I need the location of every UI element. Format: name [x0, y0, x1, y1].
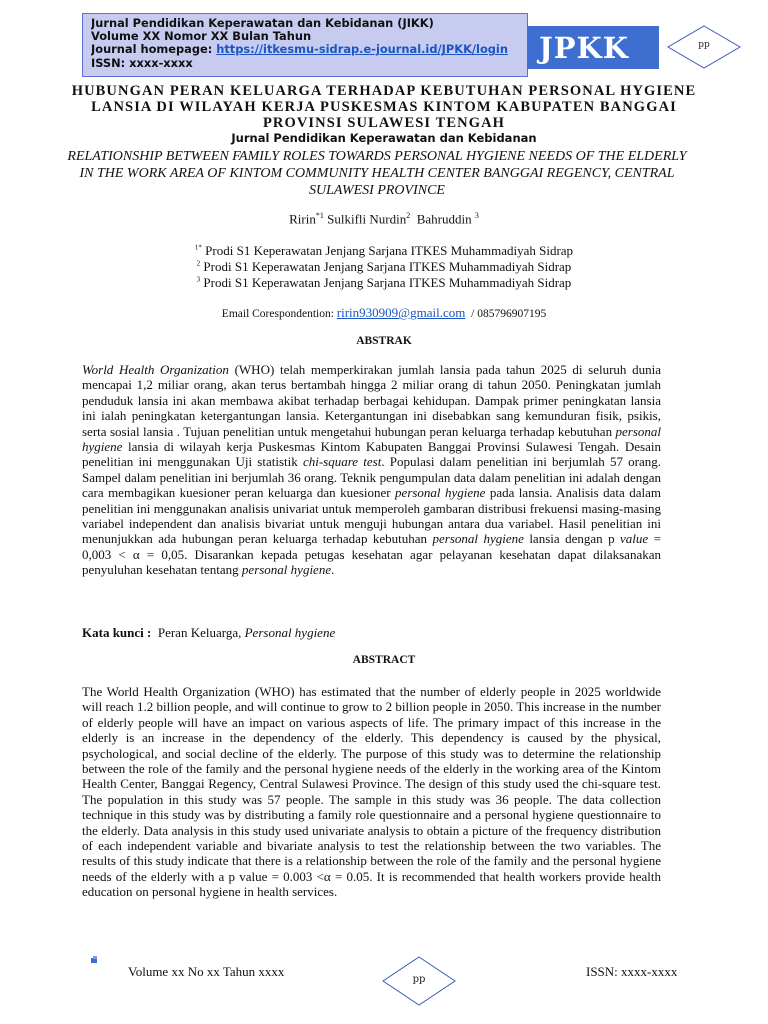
abstrak-text: value [620, 531, 649, 547]
abstrak-text: pada lansia. Analisis data dalam penelitian ini menggunakan analisis univariat untuk memperoleh gambaran distribusi frekuensi masing-masing variabel independent dan analisis bivariat untuk menguji hubungan antara dua variabel. Hasil penelitian ini menunjukkan ada hubungan peran keluarga terhadap kebutuhan [82, 485, 661, 547]
abstrak-text: personal hygiene [241, 562, 332, 578]
keywords-italic: Personal hygiene [244, 625, 336, 640]
abstrak-heading: ABSTRAK [356, 335, 412, 347]
email-link[interactable]: ririn930909@gmail.com [336, 305, 466, 320]
phone-number: / 085796907195 [471, 308, 547, 320]
abstrak-paragraph [82, 362, 661, 578]
corner-badge-text: pp [698, 40, 710, 50]
keywords-label: Kata kunci : [82, 625, 152, 640]
keywords-line [82, 625, 335, 641]
journal-info-box [82, 13, 528, 77]
abstrak-text: . [331, 562, 335, 578]
abstrak-text: = 0,003 < α = 0,05. Disarankan kepada petugas kesehatan agar pelayanan kesehatan dapat dilaksanakan penyuluhan kesehatan tentang [82, 531, 661, 578]
abstrak-text: chi-square test [302, 454, 382, 470]
affiliation-text: Prodi S1 Keperawatan Jenjang Sarjana ITKES Muhammadiyah Sidrap [203, 275, 572, 290]
affiliation-sup: 1* [194, 243, 202, 252]
affiliation-line [0, 275, 768, 291]
corner-diamond-badge [667, 25, 741, 69]
abstrak-text: personal hygiene [82, 423, 661, 455]
author-line [0, 211, 768, 227]
affiliation-line [0, 243, 768, 259]
affiliation-line [0, 259, 768, 275]
journal-name: Jurnal Pendidikan Keperawatan dan Kebidanan (JIKK) [91, 17, 434, 30]
abstrak-text: (WHO) telah memperkirakan jumlah lansia pada tahun 2025 di seluruh dunia mencapai 1,2 miliar orang, akan terus bertambah hingga 2 miliar orang di tahun 2050. Peningkatan jumlah penduduk lansia ini akan membawa akibat terhadap berbagai kehidupan. Dampak primer peningkatan lansia ini ialah peningkatan ketergantungan lansia. Ketergantungan ini disebabkan sang kemunduran fisik, psikis, serta sosial lansia . Tujuan penelitian untuk mengetahui hubungan peran keluarga terhadap kebutuhan [82, 362, 661, 439]
journal-logo: JPKK [527, 26, 659, 69]
affiliation-sup: 3 [196, 275, 201, 284]
abstrak-text: World Health Organization [82, 362, 229, 377]
anchor-icon [90, 951, 98, 959]
journal-subtitle: Jurnal Pendidikan Keperawatan dan Kebidanan [231, 131, 537, 145]
author-name: Bahruddin [416, 211, 472, 227]
keywords-plain: Peran Keluarga, [157, 625, 245, 640]
english-title: RELATIONSHIP BETWEEN FAMILY ROLES TOWARDS PERSONAL HYGIENE NEEDS OF THE ELDERLY IN THE WORK AREA OF KINTOM COMMUNITY HEALTH CENTER BANGGAI REGENCY, CENTRAL SULAWESI PROVINCE [67, 149, 687, 199]
author-name: Sulkifli Nurdin [327, 211, 407, 227]
author-name: Ririn [289, 211, 316, 227]
homepage-label: Journal homepage: [91, 43, 213, 57]
journal-volume: Volume XX Nomor XX Bulan Tahun [91, 30, 312, 44]
journal-issn: ISSN: xxxx-xxxx [91, 56, 193, 70]
footer-volume: Volume xx No xx Tahun xxxx [128, 964, 285, 979]
footer-badge-text: pp [412, 974, 426, 985]
abstrak-text: personal hygiene [432, 531, 524, 547]
abstract-heading: ABSTRACT [352, 654, 416, 666]
author-sup: *1 [315, 211, 324, 220]
author-sup: 3 [474, 211, 479, 220]
footer-diamond-badge [382, 956, 456, 1006]
abstrak-text: lansia dengan p [523, 531, 621, 547]
affiliation-text: Prodi S1 Keperawatan Jenjang Sarjana ITKES Muhammadiyah Sidrap [203, 259, 572, 274]
abstract-paragraph: The World Health Organization (WHO) has estimated that the number of elderly people in 2025 worldwide will reach 1.2 billion people, and will continue to grow to 2 billion people in 2050. This increase in the number of elderly people will have an impact on various aspects of life. The primary impact of this increase in the elderly is an increase in the dependency of the elderly. This dependency is caused by the physical, psychological, and social decline of the elderly. The purpose of this study was to determine the relationship between the role of the family and the personal hygiene needs of the elderly in the working area of the Kintom Health Center, Banggai Regency, Central Sulawesi Province. The design of this study used the chi-square test. The population in this study was 57 people. The sample in this study was 36 people. The data collection technique in this study was by distributing a family role questionnaire and a personal hygiene questionnaire to the elderly. Data analysis in this study used univariate analysis to obtain a picture of the frequency distribution of each independent variable and bivariate analysis to test the relationship between the two variables. The results of this study indicate that there is a relationship between the role of the family and the personal hygiene needs of the elderly with a p value = 0.003 <α = 0.05. It is recommended that health workers provide health education on personal hygiene in health services. [82, 684, 661, 900]
author-sup: 2 [406, 211, 411, 220]
abstrak-text: personal hygiene [395, 485, 486, 501]
footer-issn: ISSN: xxxx-xxxx [586, 964, 678, 979]
abstrak-text: lansia di wilayah kerja Puskesmas Kintom Kabupaten Banggai Provinsi Sulawesi Tengah. Desain penelitian ini menggunakan Uji statistik [82, 439, 661, 470]
email-label: Email Corespondention: [221, 308, 334, 320]
homepage-link[interactable]: https://itkesmu-sidrap.e-journal.id/JPKK/login [216, 43, 508, 57]
abstrak-text: . Populasi dalam penelitian ini berjumlah 57 orang. Sampel dalam penelitian ini berjumlah 36 orang. Teknik pengumpulan data dalam penelitian ini adalah dengan cara membagikan kuesioner peran keluarga dan kuesioner [82, 454, 661, 501]
journal-homepage [91, 43, 519, 56]
correspondence-line [0, 305, 768, 321]
affiliation-sup: 2 [196, 259, 201, 268]
affiliation-text: Prodi S1 Keperawatan Jenjang Sarjana ITKES Muhammadiyah Sidrap [205, 243, 574, 258]
article-title: HUBUNGAN PERAN KELUARGA TERHADAP KEBUTUHAN PERSONAL HYGIENE LANSIA DI WILAYAH KERJA PUSKESMAS KINTOM KABUPATEN BANGGAI PROVINSI SULAWESI TENGAH [71, 83, 697, 132]
